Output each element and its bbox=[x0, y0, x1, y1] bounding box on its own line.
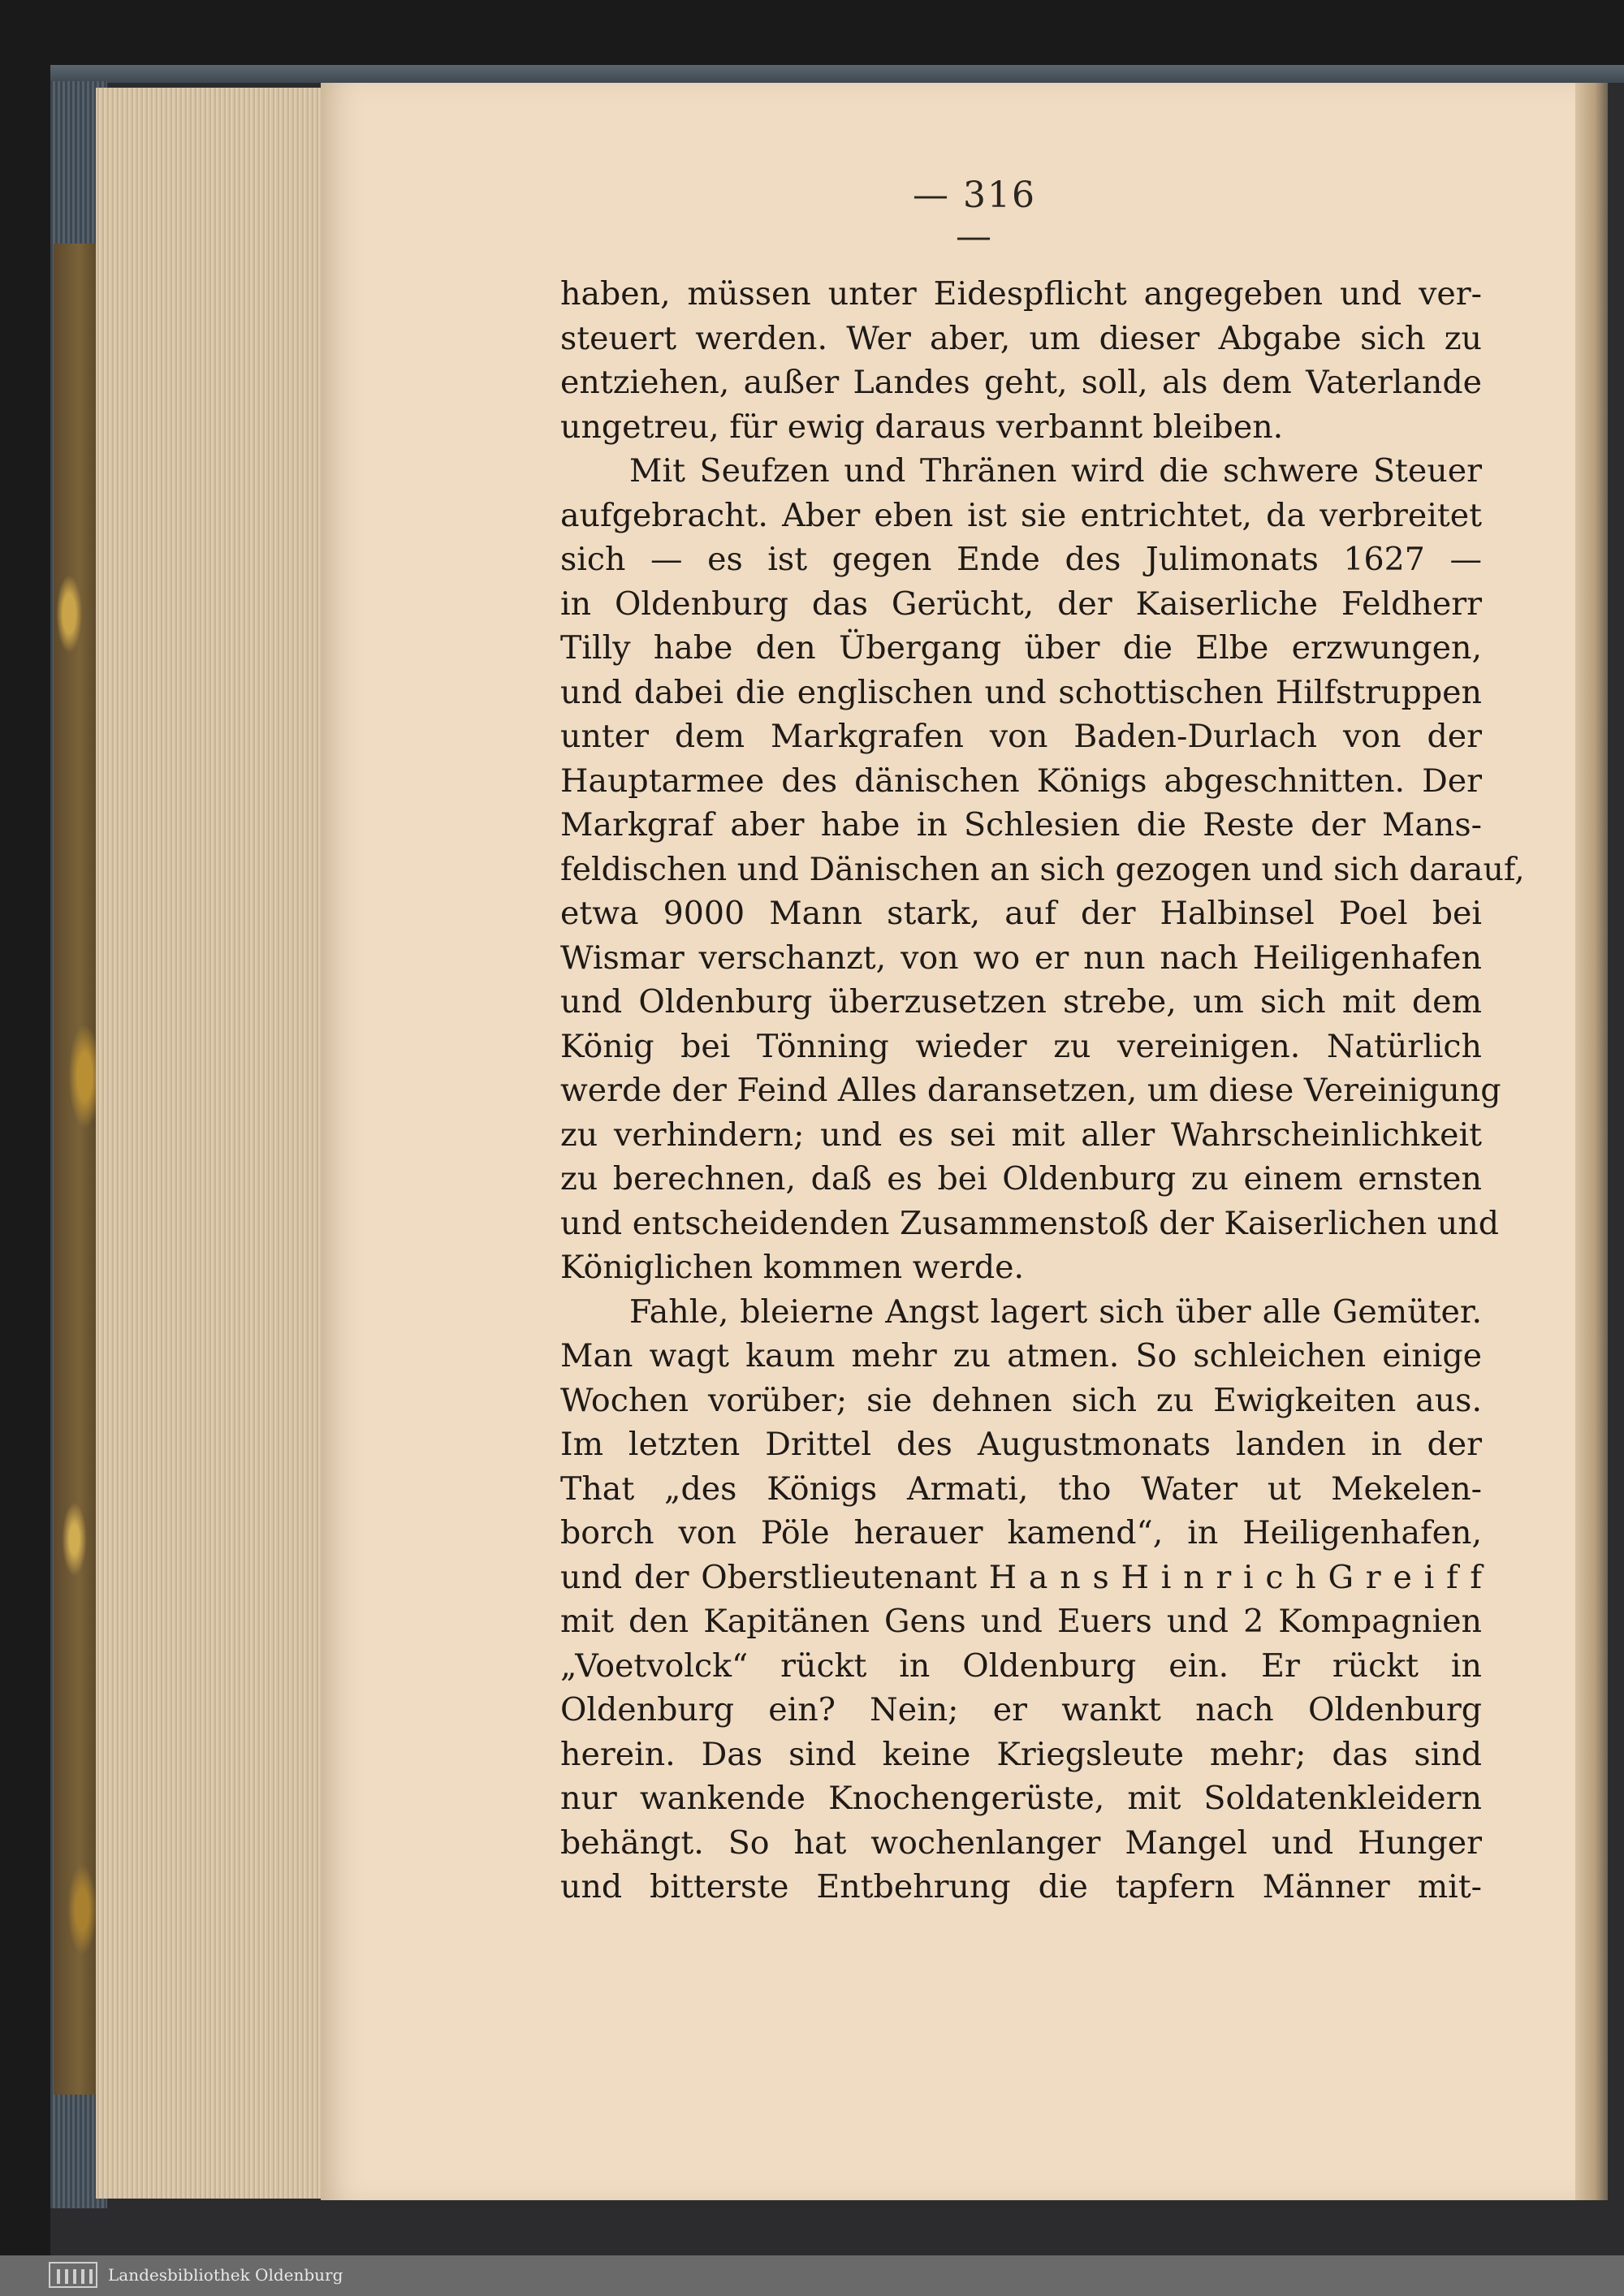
text-line: sich — es ist gegen Ende des Julimonats 1627 — bbox=[560, 541, 1482, 578]
text-line: Tilly habe den Übergang über die Elbe erzwungen, bbox=[560, 629, 1482, 667]
library-logo-icon bbox=[49, 2262, 97, 2288]
text-line: etwa 9000 Mann stark, auf der Halbinsel Poel bei bbox=[560, 895, 1482, 932]
text-line: und Oldenburg überzusetzen strebe, um sich mit dem bbox=[560, 983, 1482, 1021]
text-line: und dabei die englischen und schottischen Hilfstruppen bbox=[560, 673, 1482, 711]
text-line: unter dem Markgrafen von Baden-Durlach von der bbox=[560, 718, 1482, 755]
book-cover-top-edge bbox=[50, 65, 1624, 83]
page-right-edge bbox=[1575, 83, 1608, 2200]
text-line: Fahle, bleierne Angst lagert sich über alle Gemüter. bbox=[629, 1293, 1482, 1331]
text-line: borch von Pöle herauer kamend“, in Heiligenhafen, bbox=[560, 1514, 1482, 1552]
page-body-text bbox=[560, 272, 1525, 1910]
text-line: zu berechnen, daß es bei Oldenburg zu einem ernsten bbox=[560, 1160, 1482, 1198]
text-line: Man wagt kaum mehr zu atmen. So schleichen einige bbox=[560, 1337, 1482, 1375]
text-line: Wochen vorüber; sie dehnen sich zu Ewigkeiten aus. bbox=[560, 1381, 1482, 1419]
text-line: nur wankende Knochengerüste, mit Soldatenkleidern bbox=[560, 1780, 1482, 1817]
text-line: werde der Feind Alles daransetzen, um diese Vereinigung bbox=[560, 1072, 1501, 1109]
text-line: und der Oberstlieutenant H a n s H i n r i c h G r e i f f bbox=[560, 1558, 1482, 1596]
text-line: aufgebracht. Aber eben ist sie entrichtet, da verbreitet bbox=[560, 496, 1482, 534]
text-line: Wismar verschanzt, von wo er nun nach Heiligenhafen bbox=[560, 939, 1482, 977]
text-line: Königlichen kommen werde. bbox=[560, 1249, 1025, 1286]
text-line: König bei Tönning wieder zu vereinigen. Natürlich bbox=[560, 1027, 1482, 1065]
text-line: und bitterste Entbehrung die tapfern Männer mit- bbox=[560, 1868, 1482, 1905]
text-line: und entscheidenden Zusammenstoß der Kaiserlichen und bbox=[560, 1204, 1499, 1242]
text-line: zu verhindern; und es sei mit aller Wahrscheinlichkeit bbox=[560, 1116, 1482, 1154]
text-line: „Voetvolck“ rückt in Oldenburg ein. Er rückt in bbox=[560, 1646, 1482, 1685]
text-line: feldischen und Dänischen an sich gezogen und sich darauf, bbox=[560, 850, 1525, 888]
text-line: behängt. So hat wochenlanger Mangel und Hunger bbox=[560, 1823, 1482, 1862]
library-name: Landesbibliothek Oldenburg bbox=[108, 2265, 343, 2285]
text-line: in Oldenburg das Gerücht, der Kaiserliche Feldherr bbox=[560, 585, 1482, 623]
text-line: Oldenburg ein? Nein; er wankt nach Oldenburg bbox=[560, 1691, 1482, 1728]
text-line: ungetreu, für ewig daraus verbannt bleiben. bbox=[560, 408, 1284, 446]
page-stack-edges bbox=[96, 88, 331, 2199]
text-line: That „des Königs Armati, tho Water ut Mekelen- bbox=[560, 1470, 1482, 1508]
text-line: Im letzten Drittel des Augustmonats landen in der bbox=[560, 1426, 1482, 1463]
page-number: — 316 — bbox=[913, 175, 1036, 257]
text-line: haben, müssen unter Eidespflicht angegeben und ver- bbox=[560, 275, 1482, 313]
text-line: mit den Kapitänen Gens und Euers und 2 Kompagnien bbox=[560, 1603, 1482, 1640]
text-line: steuert werden. Wer aber, um dieser Abgabe sich zu bbox=[560, 319, 1482, 357]
text-line: herein. Das sind keine Kriegsleute mehr; das sind bbox=[560, 1735, 1482, 1773]
text-line: Mit Seufzen und Thränen wird die schwere Steuer bbox=[629, 452, 1482, 490]
text-line: Hauptarmee des dänischen Königs abgeschnitten. Der bbox=[560, 762, 1482, 800]
text-line: Markgraf aber habe in Schlesien die Reste der Mans- bbox=[560, 806, 1482, 844]
text-line: entziehen, außer Landes geht, soll, als dem Vaterlande bbox=[560, 364, 1482, 401]
